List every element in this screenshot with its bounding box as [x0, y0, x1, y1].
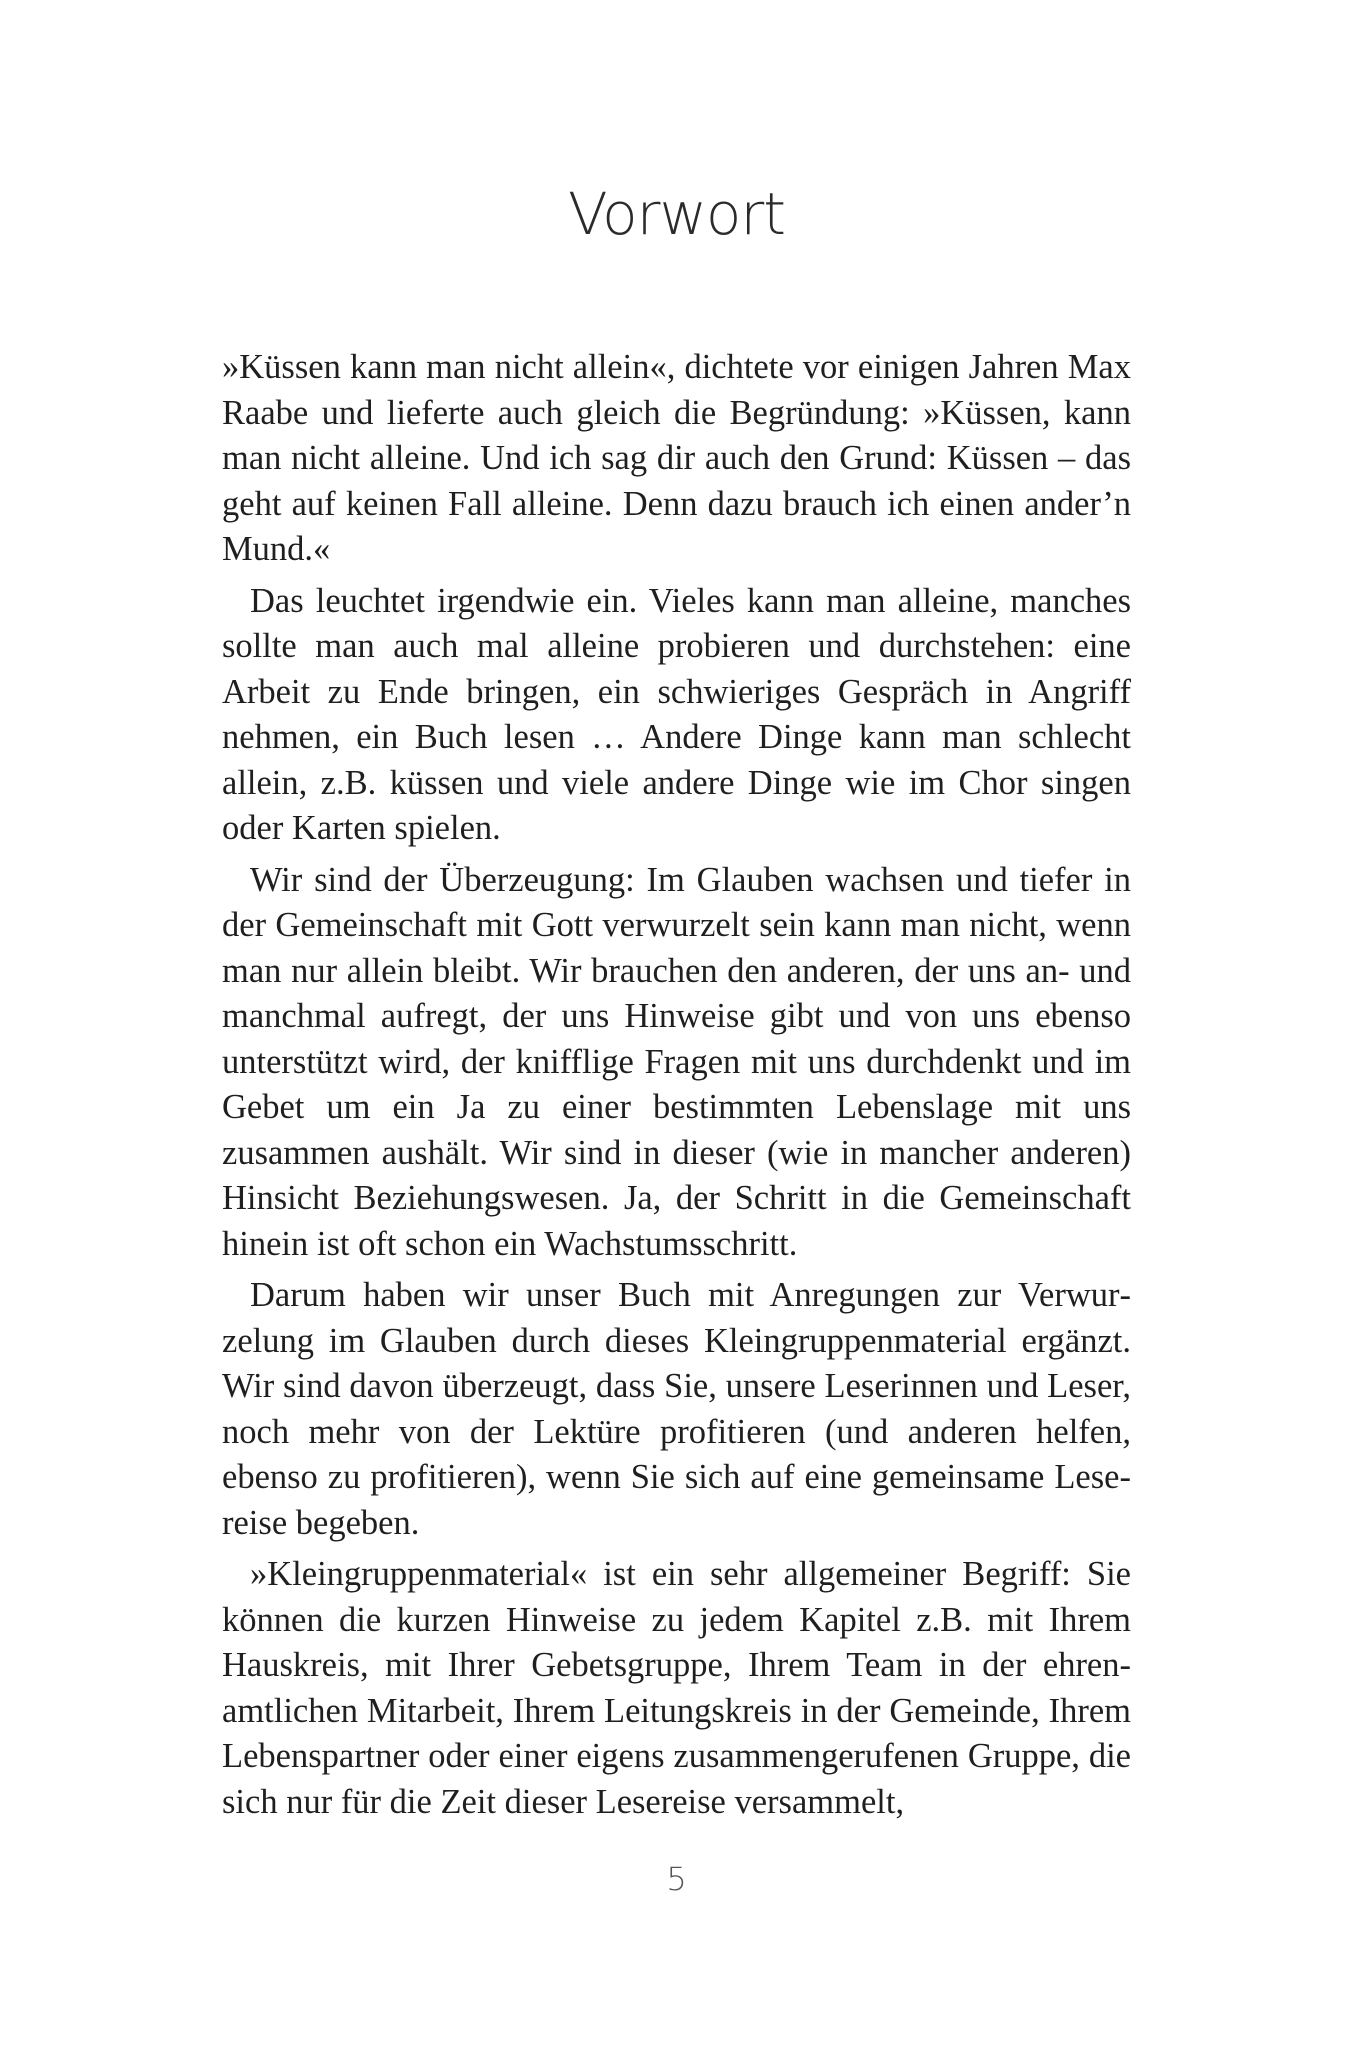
page-number: 5 [666, 1860, 687, 1898]
paragraph: Wir sind der Überzeugung: Im Glauben wachsen und tiefer in der Gemeinschaft mit Gott verwurzelt sein kann man nicht, wenn man nur allein bleibt. Wir brauchen den anderen, der uns an- und manchmal aufregt, der uns Hinweise gibt und von uns ebenso unterstützt wird, der knifflige Fragen mit uns durchdenkt und im Gebet um ein Ja zu einer bestimmten Lebenslage mit uns zusammen aushält. Wir sind in dieser (wie in mancher anderen) Hinsicht Beziehungswesen. Ja, der Schritt in die Gemeinschaft hinein ist oft schon ein Wachstumsschritt. [222, 860, 1131, 1263]
paragraph: »Küssen kann man nicht allein«, dichtete vor einigen Jahren Max Raabe und lieferte auch gleich die Begründung: »Küssen, kann man nicht alleine. Und ich sag dir auch den Grund: Küssen – das geht auf keinen Fall alleine. Denn dazu brauch ich einen ander’n Mund.« [222, 348, 1131, 568]
chapter-title: Vorwort [567, 180, 785, 248]
paragraph: »Kleingruppenmaterial« ist ein sehr allgemeiner Begriff: Sie können die kurzen Hinweise zu jedem Kapitel z.B. mit Ihrem Hauskreis, mit Ihrer Gebetsgruppe, Ihrem Team in der ehrenamtlichen Mitarbeit, Ihrem Leitungskreis in der Gemeinde, Ihrem Lebenspartner oder einer eigens zusammengerufenen Gruppe, die sich nur für die Zeit dieser Lesereise versammelt, [222, 1555, 1131, 1821]
body-text [222, 345, 1131, 1825]
paragraph: Das leuchtet irgendwie ein. Vieles kann man alleine, manches sollte man auch mal alleine probieren und durchstehen: eine Arbeit zu Ende bringen, ein schwieriges Gespräch in Angriff nehmen, ein Buch lesen … Andere Dinge kann man schlecht allein, z.B. küssen und viele andere Dinge wie im Chor singen oder Karten spielen. [222, 581, 1131, 847]
paragraph: Darum haben wir unser Buch mit Anregungen zur Verwurzelung im Glauben durch dieses Kleingruppenmaterial ergänzt. Wir sind davon überzeugt, dass Sie, unsere Leserinnen und Leser, noch mehr von der Lektüre profitieren (und anderen helfen, ebenso zu profitieren), wenn Sie sich auf eine gemeinsame Lesereise begeben. [222, 1276, 1131, 1542]
